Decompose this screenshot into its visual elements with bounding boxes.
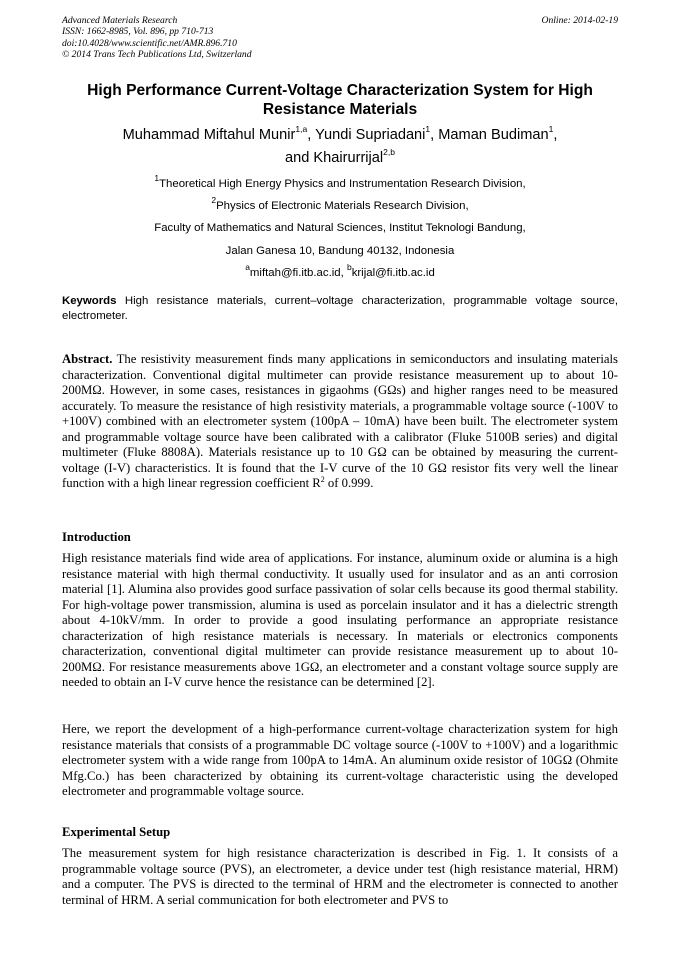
affiliation-line (62, 173, 618, 195)
affiliation-superscript: 1 (154, 173, 160, 184)
affiliation-emails (62, 262, 618, 284)
abstract-paragraph (62, 352, 618, 492)
journal-doi: doi:10.4028/www.scientific.net/AMR.896.710 (62, 37, 237, 49)
author-separator: , (307, 127, 316, 143)
author-separator: , (553, 127, 558, 143)
author-name: Yundi Supriadani (315, 127, 426, 143)
author-superscript: 1,a (295, 124, 308, 135)
abstract-tail: of 0.999. (324, 476, 374, 490)
author-name: and Khairurrijal (285, 150, 384, 166)
author-superscript: 1 (548, 124, 554, 135)
email-superscript: a (245, 262, 250, 273)
online-date: Online: 2014-02-19 (541, 15, 618, 26)
affiliation-block (62, 173, 618, 284)
keywords-text: High resistance materials, current–voltage characterization, programmable voltage source, electrometer. (62, 295, 618, 322)
affiliation-superscript: 2 (211, 195, 217, 206)
abstract-text: The resistivity measurement finds many applications in semiconductors and insulating materials characterization. Conventional digital multimeter can provide resistance measurement up to about 10-200MΩ. However, in some cases, resistances in gigaohms (GΩs) and higher ranges need to be measured accurately. To measure the resistance of high resistivity materials, a programmable voltage source (-100V to +100V) combined with an electrometer system (100pA – 10mA) have been built. The electrometer system and programmable voltage source have been calibrated with a calibrator (Fluke 5100B series) and digital multimeter (Fluke 8808A). Materials resistance up to 10 GΩ can be obtained by measuring the current-voltage (I-V) characteristics. It is found that the I-V curve of the 10 GΩ resistor fits very well the linear function with a high linear regression coefficient R (62, 352, 618, 490)
experimental-heading: Experimental Setup (62, 825, 171, 839)
author-name: Maman Budiman (438, 127, 549, 143)
journal-name: Advanced Materials Research (62, 15, 178, 26)
author-name: Muhammad Miftahul Munir (122, 127, 296, 143)
journal-copyright: © 2014 Trans Tech Publications Ltd, Switzerland (62, 49, 252, 61)
paper-title: High Performance Current-Voltage Characterization System for High Resistance Materials (87, 82, 593, 118)
affiliation-line (62, 195, 618, 217)
journal-header (62, 15, 618, 61)
author-separator: , (430, 127, 439, 143)
email-link[interactable]: miftah@fi.itb.ac.id, (249, 266, 347, 279)
affiliation-text: Physics of Electronic Materials Research Division, (216, 200, 469, 213)
journal-issn: ISSN: 1662-8985, Vol. 896, pp 710-713 (62, 26, 214, 38)
introduction-paragraph-2: Here, we report the development of a high-performance current-voltage characterization system for high resistance materials that consists of a programmable DC voltage source (-100V to +100V) and a logarithmic electrometer system with a wide range from 100pA to 14mA. An aluminum oxide resistor of 10GΩ (Ohmite Mfg.Co.) has been characterized by obtaining its current-voltage characteristic using the developed electrometer and programmable voltage source. (62, 722, 618, 798)
affiliation-text: Theoretical High Energy Physics and Instrumentation Research Division, (159, 178, 526, 190)
email-superscript: b (346, 262, 352, 273)
affiliation-faculty: Faculty of Mathematics and Natural Sciences, Institut Teknologi Bandung, (154, 222, 526, 235)
abstract-superscript: 2 (320, 474, 325, 484)
keywords-label: Keywords (62, 295, 117, 307)
author-superscript: 2,b (383, 147, 395, 158)
introduction-heading: Introduction (62, 530, 131, 544)
affiliation-address: Jalan Ganesa 10, Bandung 40132, Indonesia (225, 244, 455, 257)
email-link[interactable]: krijal@fi.itb.ac.id (351, 266, 435, 279)
experimental-paragraph-1: The measurement system for high resistance characterization is described in Fig. 1. It consists of a programmable voltage source (PVS), an electrometer, a device under test (high resistance material, HRM) and a computer. The PVS is directed to the terminal of HRM and the electrometer is connected to another terminal of HRM. A serial communication for both electrometer and PVS to (62, 846, 618, 907)
abstract-label: Abstract. (62, 352, 113, 366)
keywords-block (62, 294, 618, 324)
author-list (62, 124, 618, 170)
author-superscript: 1 (425, 124, 431, 135)
introduction-paragraph-1: High resistance materials find wide area of applications. For instance, aluminum oxide or alumina is a high resistance material with high thermal conductivity. It usually used for insulator and as an anti corrosion material [1]. Alumina also provides good surface passivation of solar cells because its good thermal stability. For high-voltage power transmission, alumina is used as porcelain insulator and it has a dielectric strength about 4-10kV/mm. In order to provide a good insulating performance an appropriate resistance characterization of high resistance materials is necessary. In materials or electronics components characterization, conventional digital multimeter can provide resistance measurement up to about 10-200MΩ. For resistance measurements above 1GΩ, an electrometer and a constant voltage source supply are needed to obtain an I-V curve hence the resistance can be determined [2]. (62, 551, 618, 689)
